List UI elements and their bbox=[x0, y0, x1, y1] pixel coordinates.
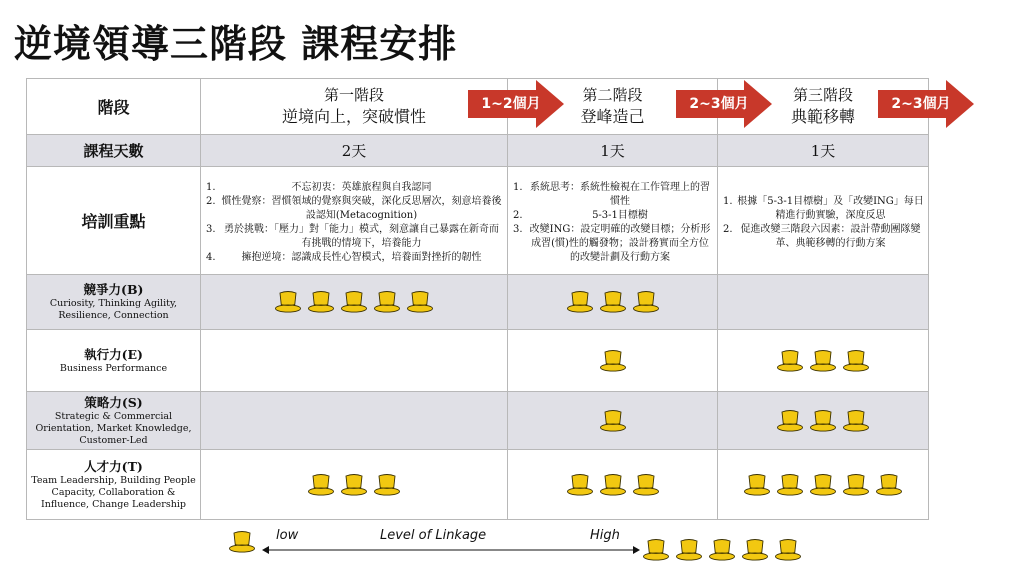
hat-icon bbox=[340, 290, 368, 314]
capability-b-stage-1 bbox=[201, 275, 508, 330]
days-stage-1: 2天 bbox=[201, 135, 508, 167]
duration-arrow-2 bbox=[676, 80, 772, 128]
focus-stage-3 bbox=[718, 167, 929, 275]
stage-header-label: 階段 bbox=[27, 79, 201, 135]
hat-icon bbox=[599, 290, 627, 314]
hat-icon bbox=[809, 349, 837, 373]
hat-icon bbox=[373, 473, 401, 497]
hat-icon bbox=[599, 473, 627, 497]
hat-icon bbox=[632, 473, 660, 497]
duration-arrow-2-label: 2~3個月 bbox=[689, 96, 749, 112]
duration-arrow-1 bbox=[468, 80, 564, 128]
capability-row-b bbox=[27, 275, 929, 330]
capability-s-label: 策略力(S) Strategic & Commercial Orientation, Market Knowledge, Customer-Led bbox=[27, 392, 201, 450]
capability-t-stage-3 bbox=[718, 450, 929, 520]
hat-rating bbox=[508, 290, 717, 314]
hat-icon bbox=[809, 409, 837, 433]
days-row bbox=[27, 135, 929, 167]
duration-arrow-3 bbox=[878, 80, 974, 128]
stage-2-name: 第二階段 bbox=[582, 86, 643, 104]
days-label: 課程天數 bbox=[27, 135, 201, 167]
capability-e-stage-1 bbox=[201, 330, 508, 392]
focus-list-stage-3 bbox=[722, 195, 924, 251]
hat-icon bbox=[340, 473, 368, 497]
focus-list-item: 2. 促進改變三階段六因素：設計帶動團隊變革、典範移轉的行動方案 bbox=[723, 223, 921, 249]
hat-icon bbox=[842, 473, 870, 497]
hat-icon bbox=[776, 473, 804, 497]
hat-icon bbox=[842, 409, 870, 433]
hat-rating bbox=[508, 409, 717, 433]
capability-t-stage-2 bbox=[508, 450, 718, 520]
hat-icon bbox=[373, 290, 401, 314]
focus-list-item: 3. 勇於挑戰：「壓力」對「能力」模式，刻意讓自己暴露在新奇而有挑戰的情境下，培養能力 bbox=[206, 223, 499, 249]
focus-stage-1 bbox=[201, 167, 508, 275]
days-stage-2: 1天 bbox=[508, 135, 718, 167]
capability-e-label: 執行力(E) Business Performance bbox=[27, 330, 201, 392]
hat-icon bbox=[743, 473, 771, 497]
legend-high-hats bbox=[642, 538, 802, 562]
legend-high-label: High bbox=[590, 528, 620, 543]
legend-double-arrow-icon bbox=[262, 544, 640, 556]
hat-icon bbox=[228, 530, 256, 554]
capability-t-label: 人才力(T) Team Leadership, Building People Capacity, Collaboration & Influence, Change Leadership bbox=[27, 450, 201, 520]
capability-e-stage-2 bbox=[508, 330, 718, 392]
capability-e-stage-3 bbox=[718, 330, 929, 392]
hat-icon bbox=[274, 290, 302, 314]
capability-row-e bbox=[27, 330, 929, 392]
hat-rating bbox=[508, 349, 717, 373]
focus-list-item: 2. 慣性覺察：習慣領域的覺察與突破，深化反思層次，刻意培養後設認知(Metacognition) bbox=[206, 195, 502, 221]
focus-list-item: 2. 5-3-1目標樹 bbox=[513, 209, 648, 221]
hat-rating bbox=[201, 290, 507, 314]
focus-list-item: 1. 不忘初衷：英雄旅程與自我認同 bbox=[206, 181, 432, 193]
hat-icon bbox=[307, 290, 335, 314]
hat-icon bbox=[406, 290, 434, 314]
hat-icon bbox=[875, 473, 903, 497]
page-title: 逆境領導三階段 課程安排 bbox=[14, 22, 458, 66]
capability-s-stage-2 bbox=[508, 392, 718, 450]
hat-icon bbox=[776, 349, 804, 373]
focus-list-stage-1 bbox=[205, 181, 503, 265]
focus-row bbox=[27, 167, 929, 275]
hat-icon bbox=[599, 409, 627, 433]
hat-icon bbox=[642, 538, 670, 562]
focus-list-item: 1. 系統思考：系統性檢視在工作管理上的習慣性 bbox=[513, 181, 710, 207]
hat-icon bbox=[632, 290, 660, 314]
focus-list-item: 3. 改變ING：設定明確的改變目標；分析形成習(慣)性的觸發物；設計務實而全方位的改變計劃及行動方案 bbox=[513, 223, 711, 263]
stage-3-subtitle: 典範移轉 bbox=[790, 107, 855, 126]
capability-b-stage-2 bbox=[508, 275, 718, 330]
focus-label: 培訓重點 bbox=[27, 167, 201, 275]
hat-icon bbox=[708, 538, 736, 562]
duration-arrow-3-label: 2~3個月 bbox=[891, 96, 951, 112]
hat-icon bbox=[566, 290, 594, 314]
capability-s-stage-3 bbox=[718, 392, 929, 450]
hat-icon bbox=[776, 409, 804, 433]
hat-icon bbox=[774, 538, 802, 562]
hat-icon bbox=[307, 473, 335, 497]
linkage-legend bbox=[0, 520, 1024, 576]
hat-icon bbox=[741, 538, 769, 562]
legend-title: Level of Linkage bbox=[380, 528, 487, 543]
hat-rating bbox=[718, 473, 928, 497]
stage-3-name: 第三階段 bbox=[792, 86, 853, 104]
stage-2-subtitle: 登峰造己 bbox=[580, 107, 645, 126]
legend-low-label: low bbox=[276, 528, 299, 543]
focus-list-item: 4. 擁抱逆境：認識成長性心智模式，培養面對挫折的韌性 bbox=[206, 251, 482, 263]
hat-rating bbox=[508, 473, 717, 497]
focus-stage-2 bbox=[508, 167, 718, 275]
capability-b-label: 競爭力(B) Curiosity, Thinking Agility, Resilience, Connection bbox=[27, 275, 201, 330]
hat-icon bbox=[842, 349, 870, 373]
hat-rating bbox=[718, 409, 928, 433]
capability-row-t bbox=[27, 450, 929, 520]
focus-list-stage-2 bbox=[512, 181, 713, 265]
capability-t-stage-1 bbox=[201, 450, 508, 520]
capability-s-stage-1 bbox=[201, 392, 508, 450]
capability-b-stage-3 bbox=[718, 275, 929, 330]
stage-1-header bbox=[201, 79, 508, 135]
legend-low-hats bbox=[228, 530, 256, 554]
hat-icon bbox=[599, 349, 627, 373]
days-stage-3: 1天 bbox=[718, 135, 929, 167]
course-table bbox=[26, 78, 929, 520]
hat-icon bbox=[566, 473, 594, 497]
hat-rating bbox=[718, 349, 928, 373]
capability-row-s bbox=[27, 392, 929, 450]
hat-rating bbox=[201, 473, 507, 497]
duration-arrow-1-label: 1~2個月 bbox=[481, 96, 541, 112]
focus-list-item: 1. 根據「5-3-1目標樹」及「改變ING」每日精進行動實驗，深度反思 bbox=[723, 195, 924, 221]
hat-icon bbox=[675, 538, 703, 562]
stage-1-name: 第一階段 bbox=[323, 86, 384, 104]
stage-1-subtitle: 逆境向上，突破慣性 bbox=[281, 107, 426, 126]
hat-icon bbox=[809, 473, 837, 497]
